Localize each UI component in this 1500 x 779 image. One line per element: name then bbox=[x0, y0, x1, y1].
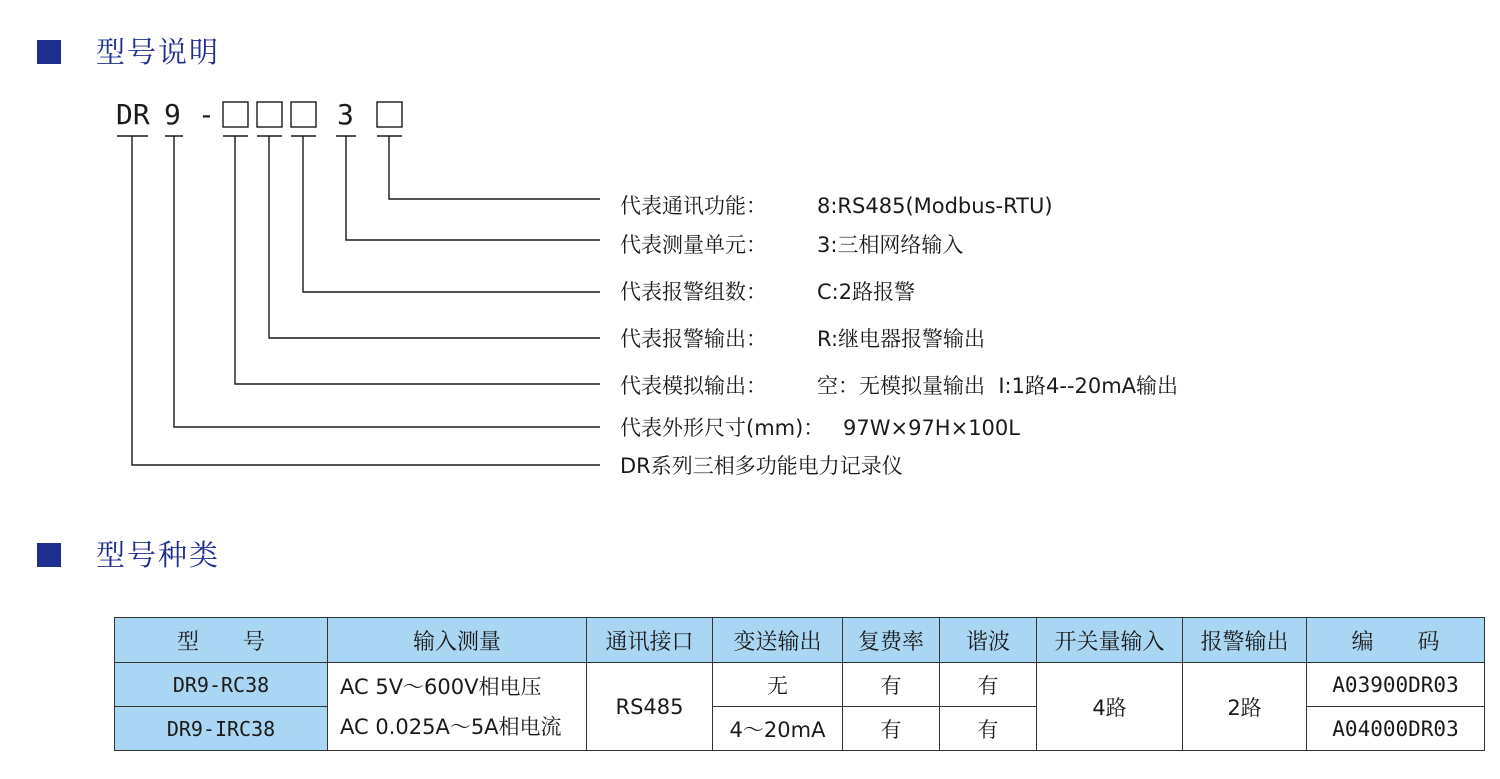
desc-value: 空：无模拟量输出 I:1路4--20mA输出 bbox=[817, 374, 1179, 398]
cell-measure bbox=[328, 663, 587, 751]
cell-harmonic: 有 bbox=[940, 707, 1037, 751]
desc-value: 8:RS485(Modbus-RTU) bbox=[817, 194, 1053, 218]
leader-series bbox=[132, 136, 600, 465]
desc-label: 代表报警组数： bbox=[620, 280, 767, 304]
desc-value: 97W×97H×100L bbox=[843, 416, 1020, 440]
code-box-alarm-count bbox=[291, 102, 316, 127]
code-three: 3 bbox=[337, 98, 354, 131]
table-row bbox=[115, 663, 1485, 707]
cell-code: A03900DR03 bbox=[1307, 663, 1485, 707]
cell-multi-rate: 有 bbox=[843, 663, 940, 707]
cell-model: DR9-IRC38 bbox=[115, 707, 328, 751]
desc-value: 3:三相网络输入 bbox=[817, 233, 964, 257]
code-box-alarm-out bbox=[257, 102, 282, 127]
measure-voltage: AC 5V～600V相电压 bbox=[340, 674, 542, 699]
leader-alarm-count bbox=[303, 136, 600, 292]
desc-label: 代表通讯功能： bbox=[620, 194, 767, 218]
table-header-row bbox=[115, 618, 1485, 663]
cell-model: DR9-RC38 bbox=[115, 663, 328, 707]
model-types-table bbox=[114, 617, 1485, 751]
cell-multi-rate: 有 bbox=[843, 707, 940, 751]
col-header: 输入测量 bbox=[328, 618, 587, 663]
col-header: 报警输出 bbox=[1183, 618, 1307, 663]
leader-analog bbox=[235, 136, 600, 384]
code-nine: 9 bbox=[164, 98, 181, 131]
col-header: 型 号 bbox=[115, 618, 328, 663]
leader-alarm-out bbox=[269, 136, 600, 338]
cell-comm: RS485 bbox=[587, 663, 713, 751]
cell-transmit: 无 bbox=[713, 663, 843, 707]
leader-comm bbox=[389, 136, 600, 199]
cell-switch-in: 4路 bbox=[1037, 663, 1183, 751]
measure-current: AC 0.025A～5A相电流 bbox=[340, 714, 562, 739]
section-title: 型号种类 bbox=[96, 538, 221, 572]
col-header: 复费率 bbox=[843, 618, 940, 663]
cell-code: A04000DR03 bbox=[1307, 707, 1485, 751]
col-header: 变送输出 bbox=[713, 618, 843, 663]
col-header: 通讯接口 bbox=[587, 618, 713, 663]
desc-value: R:继电器报警输出 bbox=[817, 327, 986, 351]
code-prefix: DR bbox=[116, 98, 150, 131]
cell-harmonic: 有 bbox=[940, 663, 1037, 707]
cell-transmit: 4～20mA bbox=[713, 707, 843, 751]
desc-label: 代表测量单元： bbox=[620, 233, 767, 257]
col-header: 开关量输入 bbox=[1037, 618, 1183, 663]
code-box-comm bbox=[377, 102, 402, 127]
desc-label: 代表外形尺寸(mm)： bbox=[620, 416, 825, 440]
desc-label: 代表模拟输出： bbox=[620, 374, 767, 398]
desc-label: 代表报警输出： bbox=[620, 327, 767, 351]
col-header: 编 码 bbox=[1307, 618, 1485, 663]
leader-measure bbox=[346, 136, 600, 240]
col-header: 谐波 bbox=[940, 618, 1037, 663]
code-dash: - bbox=[198, 98, 215, 131]
code-box-analog bbox=[223, 102, 248, 127]
section-title: 型号说明 bbox=[96, 35, 221, 69]
cell-alarm-out: 2路 bbox=[1183, 663, 1307, 751]
desc-series-label: DR系列三相多功能电力记录仪 bbox=[620, 454, 903, 478]
square-bullet-icon bbox=[37, 543, 61, 567]
desc-value: C:2路报警 bbox=[817, 280, 916, 304]
